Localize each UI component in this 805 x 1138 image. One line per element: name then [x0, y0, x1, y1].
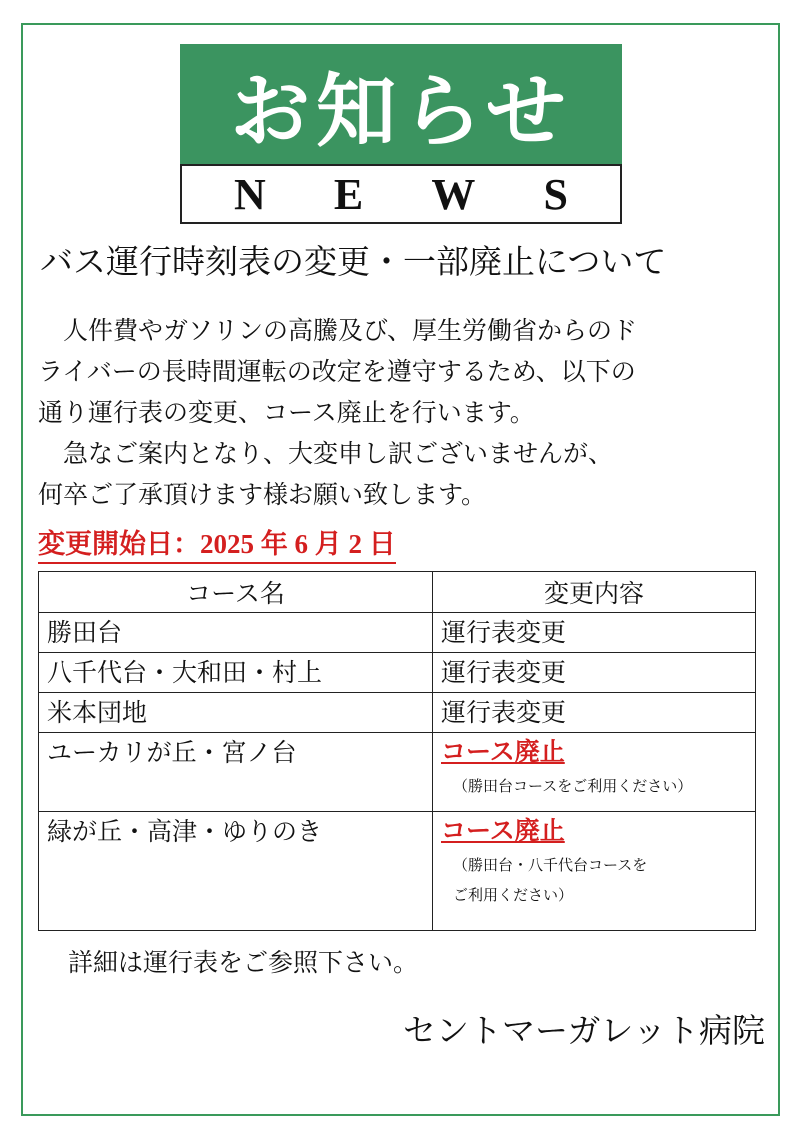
body-line: 急なご案内となり、大変申し訳ございませんが、 [38, 439, 614, 468]
news-letter-w: W [431, 169, 476, 219]
table-row [39, 653, 756, 693]
news-letter-e: E [333, 169, 364, 219]
table-header-row [39, 572, 756, 613]
alternative-note: ご利用ください） [453, 886, 574, 904]
news-letter-s: S [543, 169, 568, 219]
footnote: 詳細は運行表をご参照下さい。 [68, 948, 419, 977]
table-row [39, 733, 756, 812]
alternative-note: （勝田台・八千代台コースを [453, 856, 648, 874]
change-content: 運行表変更 [433, 613, 756, 653]
course-table [38, 571, 756, 931]
news-letter-n: N [234, 169, 266, 219]
table-row [39, 812, 756, 931]
header-course-name: コース名 [39, 572, 433, 613]
change-content [433, 812, 756, 931]
hospital-name: セントマーガレット病院 [402, 1011, 765, 1050]
banner-title: お知らせ [230, 64, 572, 158]
abolish-label: コース廃止 [441, 737, 565, 766]
change-content [433, 733, 756, 812]
change-content: 運行表変更 [433, 693, 756, 733]
body-line: ライバーの長時間運転の改定を遵守するため、以下の [38, 357, 636, 386]
course-name: ユーカリが丘・宮ノ台 [39, 733, 433, 812]
start-date: 変更開始日：2025 年 6 月 2 日 [38, 522, 396, 564]
header-change: 変更内容 [433, 572, 756, 613]
table-row [39, 693, 756, 733]
course-name: 八千代台・大和田・村上 [39, 653, 433, 693]
course-name: 緑が丘・高津・ゆりのき [39, 812, 433, 931]
course-name: 勝田台 [39, 613, 433, 653]
body-line: 通り運行表の変更、コース廃止を行います。 [38, 398, 535, 427]
notice-banner [180, 44, 622, 164]
course-name: 米本団地 [39, 693, 433, 733]
abolish-label: コース廃止 [441, 816, 565, 845]
table-row [39, 613, 756, 653]
body-line: 人件費やガソリンの高騰及び、厚生労働省からのド [38, 316, 638, 345]
body-line: 何卒ご了承頂けます様お願い致します。 [38, 480, 487, 509]
change-content: 運行表変更 [433, 653, 756, 693]
body-text [38, 310, 778, 515]
headline: バス運行時刻表の変更・一部廃止について [40, 242, 667, 281]
alternative-note: （勝田台コースをご利用ください） [453, 777, 693, 795]
news-box [180, 164, 622, 224]
